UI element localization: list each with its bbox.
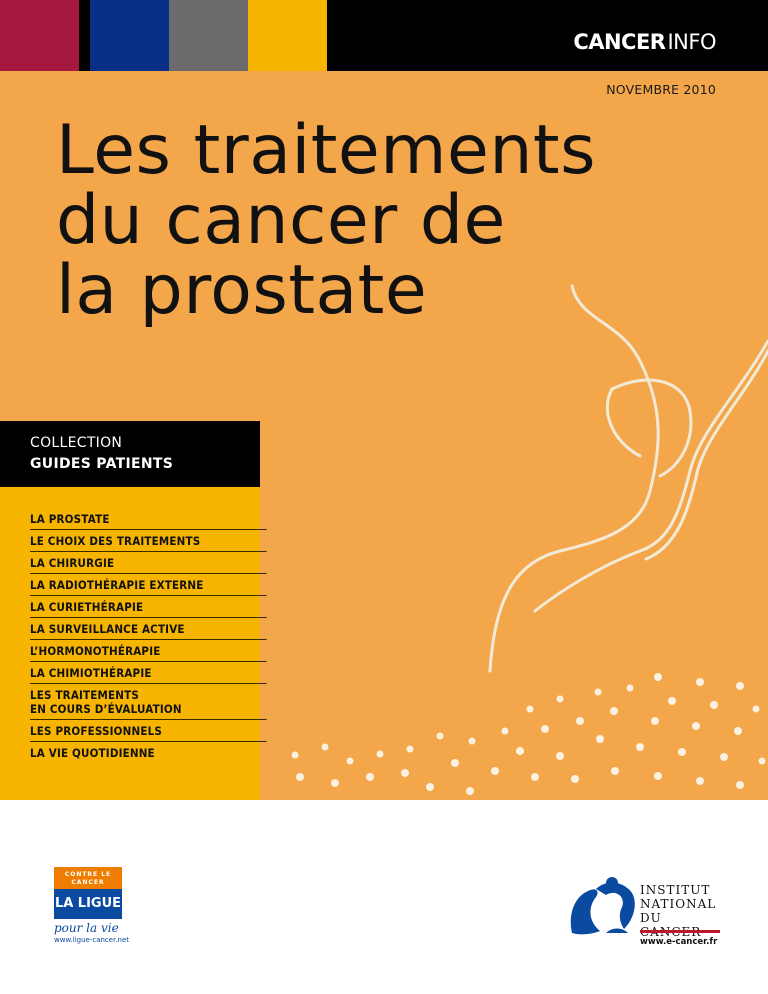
brand-bold: CANCER xyxy=(573,30,666,54)
collection-banner xyxy=(0,421,260,487)
top-color-band xyxy=(0,0,768,71)
swatch-crimson xyxy=(0,0,79,71)
toc-item: LA SURVEILLANCE ACTIVE xyxy=(30,618,267,640)
collection-name: GUIDES PATIENTS xyxy=(30,456,174,472)
title-line-1: Les traitements xyxy=(56,111,597,190)
collection-label: COLLECTION xyxy=(30,435,123,451)
toc-item: LA CHIMIOTHÉRAPIE xyxy=(30,662,267,684)
toc-item: LA CHIRURGIE xyxy=(30,552,267,574)
inca-line-3: DU xyxy=(640,911,662,925)
toc-item: LES PROFESSIONNELS xyxy=(30,720,267,742)
toc-item: LES TRAITEMENTS EN COURS D’ÉVALUATION xyxy=(30,684,267,720)
ligue-slogan: pour la vie xyxy=(54,921,119,935)
ligue-name: LA LIGUE xyxy=(54,889,122,919)
swatch-blue xyxy=(90,0,169,71)
ligue-logo xyxy=(54,867,130,944)
swatch-yellow xyxy=(248,0,327,71)
page-title xyxy=(56,111,597,331)
toc-item: LA CURIETHÉRAPIE xyxy=(30,596,267,618)
toc-item: LE CHOIX DES TRAITEMENTS xyxy=(30,530,267,552)
title-line-2: du cancer de xyxy=(56,181,506,261)
inca-red-bar xyxy=(640,930,720,933)
cancer-info-logo xyxy=(573,30,716,54)
toc-item: LA PROSTATE xyxy=(30,508,267,530)
title-line-3: la prostate xyxy=(56,251,428,331)
table-of-contents xyxy=(30,508,269,763)
ligue-url: www.ligue-cancer.net xyxy=(54,936,130,944)
prostate-outline-2 xyxy=(607,389,640,456)
brand-light: INFO xyxy=(667,30,716,54)
toc-item: LA VIE QUOTIDIENNE xyxy=(30,746,155,760)
publication-date: NOVEMBRE 2010 xyxy=(606,82,716,97)
inca-emblem-icon xyxy=(566,875,638,937)
inca-line-2: NATIONAL xyxy=(640,897,717,911)
dots-pattern xyxy=(292,673,766,795)
swatch-gray xyxy=(169,0,248,71)
curve-line-1 xyxy=(490,286,658,671)
inca-line-1: INSTITUT xyxy=(640,883,711,897)
toc-item: L’HORMONOTHÉRAPIE xyxy=(30,640,267,662)
ligue-top-text: CONTRE LE CANCER xyxy=(54,867,122,889)
toc-item: LA RADIOTHÉRAPIE EXTERNE xyxy=(30,574,267,596)
inca-url: www.e-cancer.fr xyxy=(640,937,718,947)
inca-logo xyxy=(566,875,726,955)
